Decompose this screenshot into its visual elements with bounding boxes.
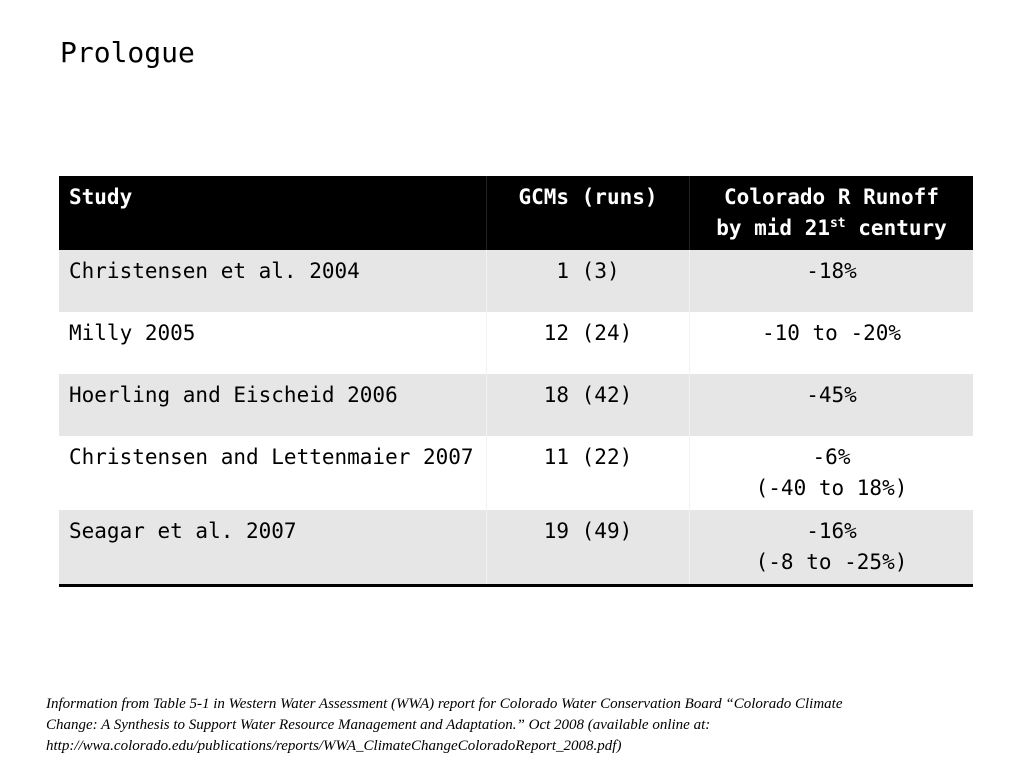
cell-runoff [690,250,974,312]
cell-runoff [690,436,974,510]
table-row [59,510,973,586]
header-runoff-line2 [700,213,963,244]
cell-runoff-value: -10 to -20% [761,321,902,345]
cell-runoff-value: -6% [812,445,851,469]
cell-gcms: 18 (42) [487,374,690,436]
header-runoff-line2-post: century [845,216,947,240]
footnote-line: Change: A Synthesis to Support Water Resource Management and Adaptation.” Oct 2008 (available online at: [46,717,711,733]
footnote-url: http://wwa.colorado.edu/publications/reports/WWA_ClimateChangeColoradoReport_2008.pdf) [46,738,622,754]
cell-runoff-range: (-8 to -25%) [755,550,908,574]
table-body [59,250,973,586]
cell-runoff [690,312,974,374]
header-runoff-line2-pre: by mid 21 [716,216,830,240]
cell-runoff-value: -45% [806,383,857,407]
cell-runoff-value: -18% [806,259,857,283]
cell-gcms: 19 (49) [487,510,690,586]
header-runoff [690,176,974,250]
cell-study: Milly 2005 [59,312,487,374]
cell-gcms: 1 (3) [487,250,690,312]
slide-title: Prologue [60,36,195,69]
table-row [59,374,973,436]
table-header [59,176,973,250]
cell-study: Christensen and Lettenmaier 2007 [59,436,487,510]
header-study: Study [59,176,487,250]
table-row [59,250,973,312]
cell-runoff-value: -16% [806,519,857,543]
cell-runoff-range: (-40 to 18%) [755,476,908,500]
cell-gcms: 12 (24) [487,312,690,374]
source-footnote [46,694,986,757]
table-row [59,312,973,374]
header-runoff-line1: Colorado R Runoff [724,185,939,209]
cell-study: Christensen et al. 2004 [59,250,487,312]
header-row [59,176,973,250]
cell-study: Hoerling and Eischeid 2006 [59,374,487,436]
header-gcms: GCMs (runs) [487,176,690,250]
header-runoff-superscript: st [829,216,846,231]
cell-runoff [690,510,974,586]
runoff-table [59,176,973,587]
cell-study: Seagar et al. 2007 [59,510,487,586]
table-row [59,436,973,510]
footnote-line: Information from Table 5-1 in Western Water Assessment (WWA) report for Colorado Water Conservation Board “Colorado Climate [46,696,843,712]
cell-runoff [690,374,974,436]
cell-gcms: 11 (22) [487,436,690,510]
